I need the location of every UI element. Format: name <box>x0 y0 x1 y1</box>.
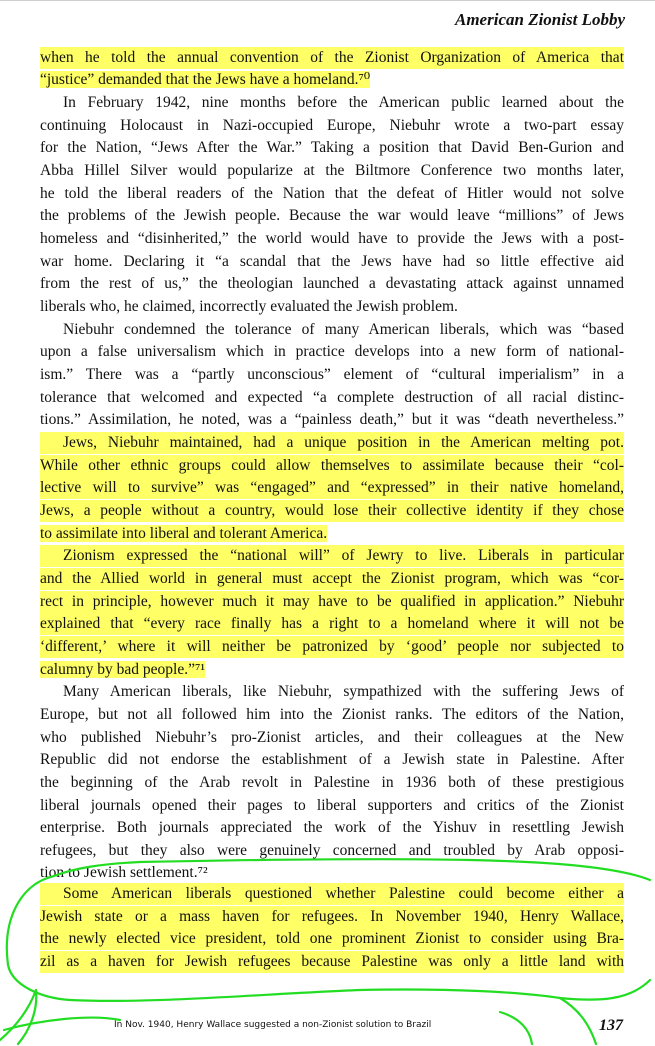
annotation-note: In Nov. 1940, Henry Wallace suggested a non-Zionist solution to Brazil <box>114 1020 432 1030</box>
text-line: enterprise. Both journals appreciated the work of the Yishuv in resettling Jewish <box>40 819 624 836</box>
text-line: homeless and “disinherited,” the world would have to provide the Jews with a post- <box>40 230 624 247</box>
text-line: tolerance that welcomed and expected “a complete destruction of all racial distinc- <box>40 389 624 406</box>
text-line: liberal journals opened their pages to liberal supporters and critics of the Zionist <box>40 797 624 814</box>
text-line: from the rest of us,” the theologian launched a devastating attack against unnamed <box>40 275 624 292</box>
text-line: and the Allied world in general must accept the Zionist program, which was “cor- <box>40 568 624 590</box>
page-top-rule <box>0 0 655 1</box>
ink-hook-stroke <box>0 990 36 1044</box>
running-header: American Zionist Lobby <box>455 10 625 29</box>
text-line: the beginning of the Arab revolt in Palestine in 1936 both of these prestigious <box>40 774 624 791</box>
text-line: lective will to survive” was “engaged” and “expressed” in their native homeland, <box>40 477 624 499</box>
text-line: when he told the annual convention of the Zionist Organization of America that <box>40 47 624 69</box>
ink-right-stroke <box>500 1012 532 1044</box>
text-line: ‘different,’ where it will neither be patronized by ‘good’ people nor subjected to <box>40 636 624 658</box>
text-line: explained that “every race finally has a right to a homeland where it will not be <box>40 613 624 635</box>
ink-swoosh-stroke <box>4 1018 120 1030</box>
text-line: Jewish state or a mass haven for refugees. In November 1940, Henry Wallace, <box>40 906 624 928</box>
text-line: While other ethnic groups could allow themselves to assimilate because their “col- <box>40 455 624 477</box>
text-line: ism.” There was a “partly unconscious” element of “cultural imperialism” in a <box>40 366 624 383</box>
text-line: Jews, Niebuhr maintained, had a unique position in the American melting pot. <box>40 432 624 454</box>
text-line: war home. Declaring it “a scandal that the Jews have had so little effective aid <box>40 253 624 270</box>
text-line: the problems of the Jewish people. Because the war would leave “millions” of Jews <box>40 207 624 224</box>
text-line: tions.” Assimilation, he noted, was a “painless death,” but it was “death nevertheless.” <box>40 411 624 428</box>
text-line: zil as a haven for Jewish refugees because Palestine was only a little land with <box>40 951 624 973</box>
text-line: he told the liberal readers of the Nation that the defeat of Hitler would not solve <box>40 185 624 202</box>
text-line: Some American liberals questioned whether Palestine could become either a <box>40 883 624 905</box>
highlighted-text: “justice” demanded that the Jews have a homeland.⁷⁰ <box>40 71 371 88</box>
text-line: Abba Hillel Silver would popularize at the Biltmore Conference two months later, <box>40 162 624 179</box>
text-line: Republic did not endorse the establishment of a Jewish state in Palestine. After <box>40 751 624 768</box>
highlighted-text: to assimilate into liberal and tolerant America. <box>40 525 328 542</box>
text-line: Europe, but not all followed him into the Zionist ranks. The editors of the Nation, <box>40 706 624 723</box>
text-line: the newly elected vice president, told one prominent Zionist to consider using Bra- <box>40 928 624 950</box>
text-line <box>40 523 624 545</box>
text-line: Zionism expressed the “national will” of Jewry to live. Liberals in particular <box>40 545 624 567</box>
text-line: continuing Holocaust in Nazi-occupied Europe, Niebuhr wrote a two-part essay <box>40 117 624 134</box>
page-number: 137 <box>599 1017 623 1034</box>
text-line: refugees, but they also were genuinely concerned and troubled by Arab opposi- <box>40 842 624 859</box>
text-line: rect in principle, however much it may have to be qualified in application.” Niebuhr <box>40 591 624 613</box>
text-line: for the Nation, “Jews After the War.” Taking a position that David Ben-Gurion and <box>40 139 624 156</box>
text-line <box>40 69 624 91</box>
text-line: Niebuhr condemned the tolerance of many American liberals, which was “based <box>63 321 624 338</box>
highlighted-text: calumny by bad people.”⁷¹ <box>40 661 205 678</box>
text-line: who published Niebuhr’s pro-Zionist articles, and their colleagues at the New <box>40 729 624 746</box>
text-line: In February 1942, nine months before the American public learned about the <box>63 94 624 111</box>
text-line: liberals who, he claimed, incorrectly evaluated the Jewish problem. <box>40 298 458 315</box>
text-line: tion to Jewish settlement.⁷² <box>40 864 208 881</box>
text-line: upon a false universalism which in practice develops into a new form of national- <box>40 343 624 360</box>
text-line: Jews, a people without a country, would lose their collective identity if they chose <box>40 500 624 522</box>
text-line: Many American liberals, like Niebuhr, sympathized with the suffering Jews of <box>63 683 624 700</box>
text-line <box>40 659 624 681</box>
